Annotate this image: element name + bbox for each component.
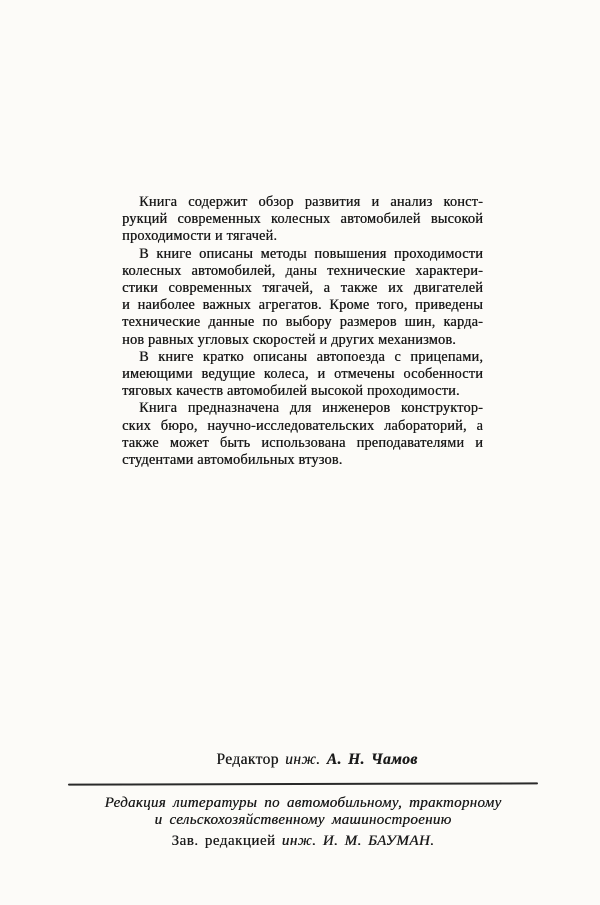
- department-lines: [68, 795, 538, 828]
- book-annotation-text: [122, 194, 483, 469]
- chief-name: И. М. БАУМАН.: [322, 833, 435, 849]
- annotation-line: также может быть использована преподавателями и: [122, 434, 483, 451]
- chief-editor-credit-line: [68, 833, 538, 850]
- editor-name: А. Н. Чамов: [326, 751, 418, 768]
- department-line-2: и сельскохозяйственному машиностроению: [154, 811, 452, 828]
- annotation-line: и наиболее важных агрегатов. Кроме того, приведены: [122, 297, 483, 314]
- annotation-line: Книга содержит обзор развития и анализ конст-: [139, 194, 483, 210]
- chief-label: Зав. редакцией: [171, 833, 276, 849]
- annotation-line: имеющими ведущие колеса, и отмечены особенности: [122, 366, 483, 383]
- annotation-line: ских бюро, научно-исследовательских лабораторий, а: [122, 417, 483, 434]
- editor-credit-line: [82, 751, 552, 769]
- chief-rank: инж.: [281, 833, 317, 849]
- annotation-line: В книге описаны методы повышения проходимости: [139, 245, 483, 262]
- annotation-line: Книга предназначена для инженеров конструктор-: [139, 400, 483, 417]
- annotation-line: технические данные по выбору размеров шин, карда-: [122, 314, 483, 331]
- annotation-line: В книге кратко описаны автопоезда с прицепами,: [139, 348, 483, 365]
- editor-label: Редактор: [216, 751, 279, 768]
- annotation-line: студентами автомобильных втузов.: [122, 452, 343, 469]
- annotation-line: проходимости и тягачей.: [122, 228, 278, 245]
- annotation-line: тяговых качеств автомобилей высокой проходимости.: [122, 383, 460, 400]
- editor-rank: инж.: [285, 751, 321, 768]
- annotation-line: колесных автомобилей, даны технические характери-: [122, 262, 483, 279]
- annotation-line: стики современных тягачей, а также их двигателей: [122, 280, 483, 297]
- annotation-line: нов равных угловых скоростей и других механизмов.: [122, 331, 456, 348]
- department-line-1: Редакция литературы по автомобильному, тракторному: [104, 795, 502, 811]
- annotation-line: рукций современных колесных автомобилей высокой: [122, 211, 483, 228]
- divider-rule: [68, 782, 538, 785]
